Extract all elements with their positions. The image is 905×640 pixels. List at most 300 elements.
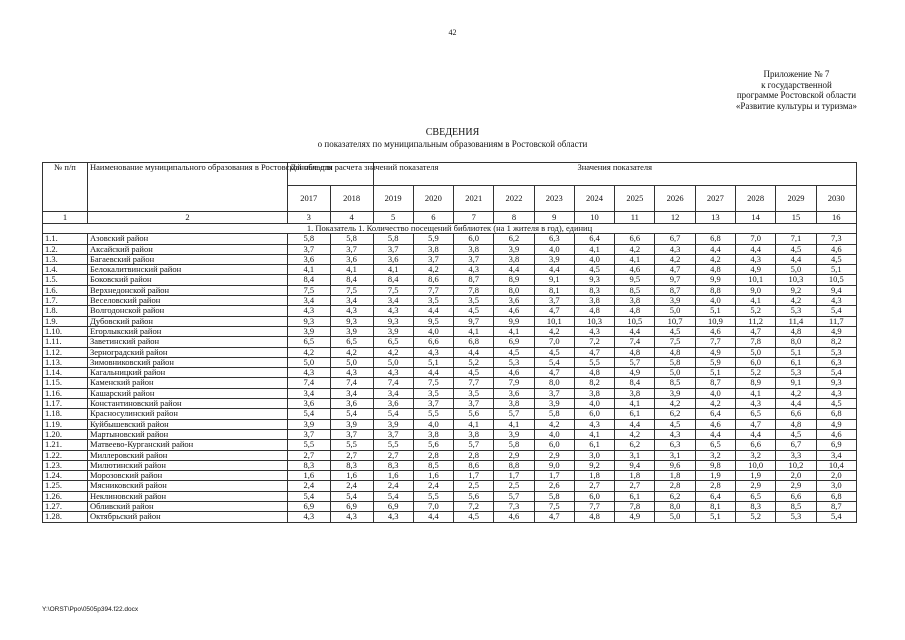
value-cell: 7,7 (574, 502, 614, 512)
value-cell: 3,9 (330, 326, 373, 336)
value-cell: 7,5 (534, 502, 574, 512)
value-cell: 5,8 (534, 491, 574, 501)
value-cell: 3,8 (454, 429, 494, 439)
value-cell: 4,2 (695, 399, 735, 409)
value-cell: 5,1 (816, 265, 856, 275)
value-cell: 10,3 (574, 316, 614, 326)
column-number: 5 (373, 212, 413, 224)
value-cell: 1,6 (287, 471, 330, 481)
value-cell: 4,5 (494, 347, 534, 357)
value-cell: 4,3 (373, 306, 413, 316)
value-cell: 9,1 (534, 275, 574, 285)
district-name: Октябрьский район (88, 512, 288, 522)
value-cell: 8,9 (736, 378, 776, 388)
value-cell: 10,3 (776, 275, 816, 285)
value-cell: 2,6 (534, 481, 574, 491)
value-cell: 4,2 (695, 254, 735, 264)
column-number: 14 (736, 212, 776, 224)
row-number: 1.13. (43, 357, 88, 367)
document-subtitle: о показателях по муниципальным образованиям в Ростовской области (317, 139, 588, 149)
value-cell: 4,5 (655, 326, 695, 336)
value-cell: 5,5 (373, 440, 413, 450)
value-cell: 9,5 (615, 275, 655, 285)
value-cell: 3,9 (330, 419, 373, 429)
value-cell: 5,9 (413, 234, 453, 244)
value-cell: 7,2 (454, 502, 494, 512)
table-row (43, 440, 857, 450)
district-name: Егорлыкский район (88, 326, 288, 336)
value-cell: 4,4 (736, 429, 776, 439)
value-cell: 5,1 (695, 512, 735, 522)
value-cell: 8,4 (615, 378, 655, 388)
value-cell: 3,7 (534, 296, 574, 306)
value-cell: 4,7 (534, 306, 574, 316)
table-row (43, 285, 857, 295)
value-cell: 8,3 (574, 285, 614, 295)
column-number: 3 (287, 212, 330, 224)
value-cell: 4,6 (816, 429, 856, 439)
value-cell: 5,6 (454, 409, 494, 419)
value-cell: 2,8 (695, 481, 735, 491)
value-cell: 8,0 (655, 502, 695, 512)
value-cell: 2,5 (494, 481, 534, 491)
value-cell: 4,2 (330, 347, 373, 357)
value-cell: 9,7 (655, 275, 695, 285)
value-cell: 7,3 (816, 234, 856, 244)
value-cell: 3,8 (574, 296, 614, 306)
value-cell: 2,0 (816, 471, 856, 481)
value-cell: 8,4 (373, 275, 413, 285)
value-cell: 1,6 (413, 471, 453, 481)
value-cell: 3,4 (373, 296, 413, 306)
value-cell: 4,2 (534, 326, 574, 336)
row-number: 1.9. (43, 316, 88, 326)
value-cell: 5,6 (454, 491, 494, 501)
value-cell: 8,2 (816, 337, 856, 347)
value-cell: 4,0 (534, 244, 574, 254)
value-cell: 4,6 (494, 306, 534, 316)
district-name: Багаевский район (88, 254, 288, 264)
value-cell: 4,1 (736, 296, 776, 306)
value-cell: 4,8 (776, 326, 816, 336)
value-cell: 4,0 (695, 388, 735, 398)
value-cell: 5,7 (494, 409, 534, 419)
value-cell: 4,3 (373, 512, 413, 522)
value-cell: 6,5 (287, 337, 330, 347)
value-cell: 3,9 (534, 254, 574, 264)
value-cell: 6,5 (736, 491, 776, 501)
value-cell: 3,4 (373, 388, 413, 398)
value-cell: 4,9 (736, 265, 776, 275)
district-name: Константиновский район (88, 399, 288, 409)
value-cell: 3,8 (494, 399, 534, 409)
value-cell: 6,9 (494, 337, 534, 347)
value-cell: 4,3 (330, 306, 373, 316)
value-cell: 7,8 (736, 337, 776, 347)
value-cell: 3,7 (287, 429, 330, 439)
value-cell: 6,0 (574, 491, 614, 501)
value-cell: 2,7 (287, 450, 330, 460)
value-cell: 10,9 (695, 316, 735, 326)
value-cell: 4,1 (454, 326, 494, 336)
value-cell: 11,7 (816, 316, 856, 326)
column-number: 8 (494, 212, 534, 224)
value-cell: 4,8 (695, 265, 735, 275)
appendix-line: программе Ростовской области (736, 90, 857, 100)
value-cell: 3,7 (413, 399, 453, 409)
value-cell: 4,2 (655, 399, 695, 409)
value-cell: 5,4 (287, 409, 330, 419)
value-cell: 4,4 (776, 254, 816, 264)
value-cell: 4,5 (776, 429, 816, 439)
value-cell: 4,7 (655, 265, 695, 275)
row-number: 1.24. (43, 471, 88, 481)
value-cell: 4,6 (695, 326, 735, 336)
value-cell: 6,6 (615, 234, 655, 244)
value-cell: 7,5 (655, 337, 695, 347)
value-cell: 5,9 (695, 357, 735, 367)
value-cell: 2,4 (287, 481, 330, 491)
value-cell: 3,9 (373, 419, 413, 429)
value-cell: 7,4 (615, 337, 655, 347)
column-number: 1 (43, 212, 88, 224)
value-cell: 9,9 (494, 316, 534, 326)
value-cell: 5,4 (816, 368, 856, 378)
table-row (43, 275, 857, 285)
value-cell: 5,4 (287, 491, 330, 501)
table-row (43, 326, 857, 336)
value-cell: 6,0 (534, 440, 574, 450)
value-cell: 2,8 (413, 450, 453, 460)
district-name: Азовский район (88, 234, 288, 244)
row-number: 1.22. (43, 450, 88, 460)
value-cell: 5,0 (330, 357, 373, 367)
value-cell: 4,0 (413, 326, 453, 336)
value-cell: 6,8 (454, 337, 494, 347)
district-name: Морозовский район (88, 471, 288, 481)
value-cell: 9,3 (574, 275, 614, 285)
value-cell: 4,4 (534, 265, 574, 275)
district-name: Обливский район (88, 502, 288, 512)
value-cell: 11,2 (736, 316, 776, 326)
value-cell: 9,0 (736, 285, 776, 295)
district-name: Куйбышевский район (88, 419, 288, 429)
value-cell: 4,1 (736, 388, 776, 398)
column-number: 15 (776, 212, 816, 224)
table-row (43, 429, 857, 439)
value-cell: 4,3 (655, 244, 695, 254)
column-number: 16 (816, 212, 856, 224)
value-cell: 4,5 (454, 368, 494, 378)
value-cell: 8,4 (287, 275, 330, 285)
value-cell: 9,4 (615, 460, 655, 470)
value-cell: 4,0 (695, 296, 735, 306)
value-cell: 2,7 (574, 481, 614, 491)
district-name: Веселовский район (88, 296, 288, 306)
district-name: Кагальницкий район (88, 368, 288, 378)
value-cell: 3,5 (413, 296, 453, 306)
table-row (43, 409, 857, 419)
value-cell: 2,4 (330, 481, 373, 491)
value-cell: 4,3 (574, 326, 614, 336)
value-cell: 4,4 (615, 419, 655, 429)
value-cell: 3,9 (534, 399, 574, 409)
value-cell: 3,6 (373, 254, 413, 264)
value-cell: 4,3 (736, 399, 776, 409)
value-cell: 5,5 (287, 440, 330, 450)
value-cell: 9,3 (816, 378, 856, 388)
value-cell: 4,4 (695, 244, 735, 254)
value-cell: 4,4 (413, 306, 453, 316)
value-cell: 3,0 (574, 450, 614, 460)
value-cell: 4,1 (454, 419, 494, 429)
year-header: 2022 (494, 185, 534, 211)
value-cell: 5,4 (534, 357, 574, 367)
value-cell: 5,7 (454, 440, 494, 450)
value-cell: 8,1 (695, 502, 735, 512)
value-cell: 6,4 (574, 234, 614, 244)
value-cell: 3,8 (413, 244, 453, 254)
value-cell: 3,6 (494, 388, 534, 398)
value-cell: 2,4 (413, 481, 453, 491)
value-cell: 1,6 (330, 471, 373, 481)
value-cell: 4,3 (287, 306, 330, 316)
value-cell: 3,6 (287, 254, 330, 264)
value-cell: 3,8 (413, 429, 453, 439)
value-cell: 4,2 (776, 388, 816, 398)
value-cell: 9,3 (373, 316, 413, 326)
value-cell: 3,4 (287, 388, 330, 398)
value-cell: 4,3 (454, 265, 494, 275)
value-cell: 3,9 (655, 296, 695, 306)
value-cell: 10,0 (736, 460, 776, 470)
row-number: 1.5. (43, 275, 88, 285)
year-header: 2023 (534, 185, 574, 211)
value-cell: 4,1 (494, 326, 534, 336)
value-cell: 5,0 (655, 306, 695, 316)
row-number: 1.15. (43, 378, 88, 388)
value-cell: 1,6 (373, 471, 413, 481)
value-cell: 4,9 (615, 368, 655, 378)
year-header: 2027 (695, 185, 735, 211)
value-cell: 6,1 (615, 409, 655, 419)
value-cell: 4,2 (615, 244, 655, 254)
value-cell: 5,3 (776, 512, 816, 522)
row-number: 1.21. (43, 440, 88, 450)
value-cell: 3,9 (494, 244, 534, 254)
value-cell: 8,5 (776, 502, 816, 512)
value-cell: 4,7 (736, 326, 776, 336)
value-cell: 4,2 (655, 254, 695, 264)
value-cell: 6,6 (776, 409, 816, 419)
value-cell: 4,0 (534, 429, 574, 439)
value-cell: 5,6 (413, 440, 453, 450)
value-cell: 4,9 (816, 419, 856, 429)
table-row (43, 347, 857, 357)
value-cell: 5,8 (534, 409, 574, 419)
value-cell: 4,2 (776, 296, 816, 306)
row-number: 1.20. (43, 429, 88, 439)
table-row (43, 368, 857, 378)
value-cell: 4,0 (413, 419, 453, 429)
value-cell: 3,8 (574, 388, 614, 398)
value-cell: 3,7 (454, 399, 494, 409)
value-cell: 6,5 (330, 337, 373, 347)
value-cell: 4,2 (615, 429, 655, 439)
value-cell: 3,6 (287, 399, 330, 409)
district-name: Мартыновский район (88, 429, 288, 439)
value-cell: 9,9 (695, 275, 735, 285)
value-cell: 3,4 (330, 388, 373, 398)
value-cell: 8,7 (816, 502, 856, 512)
column-number: 12 (655, 212, 695, 224)
value-cell: 4,8 (574, 306, 614, 316)
value-cell: 8,9 (494, 275, 534, 285)
value-cell: 5,5 (330, 440, 373, 450)
table-row (43, 419, 857, 429)
value-cell: 5,0 (287, 357, 330, 367)
value-cell: 5,3 (776, 306, 816, 316)
value-cell: 6,6 (736, 440, 776, 450)
value-cell: 6,9 (373, 502, 413, 512)
table-row (43, 471, 857, 481)
value-cell: 4,7 (736, 419, 776, 429)
year-header: 2030 (816, 185, 856, 211)
value-cell: 8,8 (494, 460, 534, 470)
value-cell: 8,7 (695, 378, 735, 388)
value-cell: 1,8 (574, 471, 614, 481)
value-cell: 8,7 (655, 285, 695, 295)
value-cell: 4,3 (816, 296, 856, 306)
value-cell: 1,9 (736, 471, 776, 481)
value-cell: 1,9 (695, 471, 735, 481)
table-row (43, 450, 857, 460)
row-number: 1.11. (43, 337, 88, 347)
row-number: 1.7. (43, 296, 88, 306)
value-cell: 6,0 (454, 234, 494, 244)
value-cell: 5,2 (454, 357, 494, 367)
table-row (43, 481, 857, 491)
table-row (43, 306, 857, 316)
value-cell: 4,9 (816, 326, 856, 336)
value-cell: 8,3 (736, 502, 776, 512)
value-cell: 8,3 (287, 460, 330, 470)
value-cell: 1,8 (615, 471, 655, 481)
table-row (43, 234, 857, 244)
table-row (43, 254, 857, 264)
value-cell: 5,8 (330, 234, 373, 244)
value-cell: 6,3 (816, 357, 856, 367)
value-cell: 3,6 (330, 399, 373, 409)
value-cell: 7,8 (615, 502, 655, 512)
value-cell: 3,7 (373, 244, 413, 254)
header-values: Значения показателя (373, 163, 857, 186)
value-cell: 5,0 (373, 357, 413, 367)
value-cell: 3,9 (287, 326, 330, 336)
value-cell: 3,6 (373, 399, 413, 409)
value-cell: 4,5 (776, 244, 816, 254)
value-cell: 5,1 (776, 347, 816, 357)
value-cell: 4,2 (413, 265, 453, 275)
value-cell: 4,4 (413, 512, 453, 522)
row-number: 1.3. (43, 254, 88, 264)
value-cell: 3,6 (330, 254, 373, 264)
value-cell: 4,4 (413, 368, 453, 378)
value-cell: 8,2 (574, 378, 614, 388)
district-name: Мясниковский район (88, 481, 288, 491)
value-cell: 3,7 (413, 254, 453, 264)
value-cell: 5,7 (494, 491, 534, 501)
value-cell: 2,9 (534, 450, 574, 460)
value-cell: 9,6 (655, 460, 695, 470)
value-cell: 2,7 (330, 450, 373, 460)
value-cell: 7,8 (454, 285, 494, 295)
value-cell: 3,1 (655, 450, 695, 460)
value-cell: 3,4 (330, 296, 373, 306)
appendix-line: к государственной (761, 79, 832, 90)
value-cell: 4,5 (574, 265, 614, 275)
district-name: Боковский район (88, 275, 288, 285)
value-cell: 9,2 (776, 285, 816, 295)
row-number: 1.8. (43, 306, 88, 316)
value-cell: 2,8 (655, 481, 695, 491)
value-cell: 2,7 (615, 481, 655, 491)
year-header: 2024 (574, 185, 614, 211)
value-cell: 9,0 (534, 460, 574, 470)
value-cell: 9,5 (413, 316, 453, 326)
value-cell: 5,5 (413, 409, 453, 419)
year-header: 2026 (655, 185, 695, 211)
value-cell: 5,8 (287, 234, 330, 244)
value-cell: 7,4 (373, 378, 413, 388)
value-cell: 8,6 (413, 275, 453, 285)
value-cell: 5,4 (330, 409, 373, 419)
value-cell: 3,5 (454, 388, 494, 398)
value-cell: 2,0 (776, 471, 816, 481)
value-cell: 5,0 (776, 265, 816, 275)
value-cell: 7,9 (494, 378, 534, 388)
value-cell: 4,0 (574, 254, 614, 264)
value-cell: 3,8 (454, 244, 494, 254)
value-cell: 7,7 (413, 285, 453, 295)
value-cell: 1,7 (534, 471, 574, 481)
value-cell: 4,3 (287, 512, 330, 522)
table-row (43, 512, 857, 522)
value-cell: 4,8 (615, 306, 655, 316)
district-name: Волгодонской район (88, 306, 288, 316)
value-cell: 4,4 (695, 429, 735, 439)
value-cell: 6,8 (695, 234, 735, 244)
value-cell: 8,5 (413, 460, 453, 470)
value-cell: 4,1 (494, 419, 534, 429)
value-cell: 4,0 (574, 399, 614, 409)
value-cell: 9,7 (454, 316, 494, 326)
district-name: Дубовский район (88, 316, 288, 326)
value-cell: 9,4 (816, 285, 856, 295)
value-cell: 6,4 (695, 491, 735, 501)
row-number: 1.26. (43, 491, 88, 501)
year-header: 2018 (330, 185, 373, 211)
value-cell: 6,0 (574, 409, 614, 419)
value-cell: 4,8 (574, 368, 614, 378)
table-row (43, 357, 857, 367)
value-cell: 5,3 (776, 368, 816, 378)
value-cell: 3,9 (287, 419, 330, 429)
value-cell: 5,3 (816, 347, 856, 357)
file-path: Y:\ORST\Ppo\0505p394.f22.docx (42, 606, 139, 613)
table-row (43, 316, 857, 326)
value-cell: 5,8 (494, 440, 534, 450)
